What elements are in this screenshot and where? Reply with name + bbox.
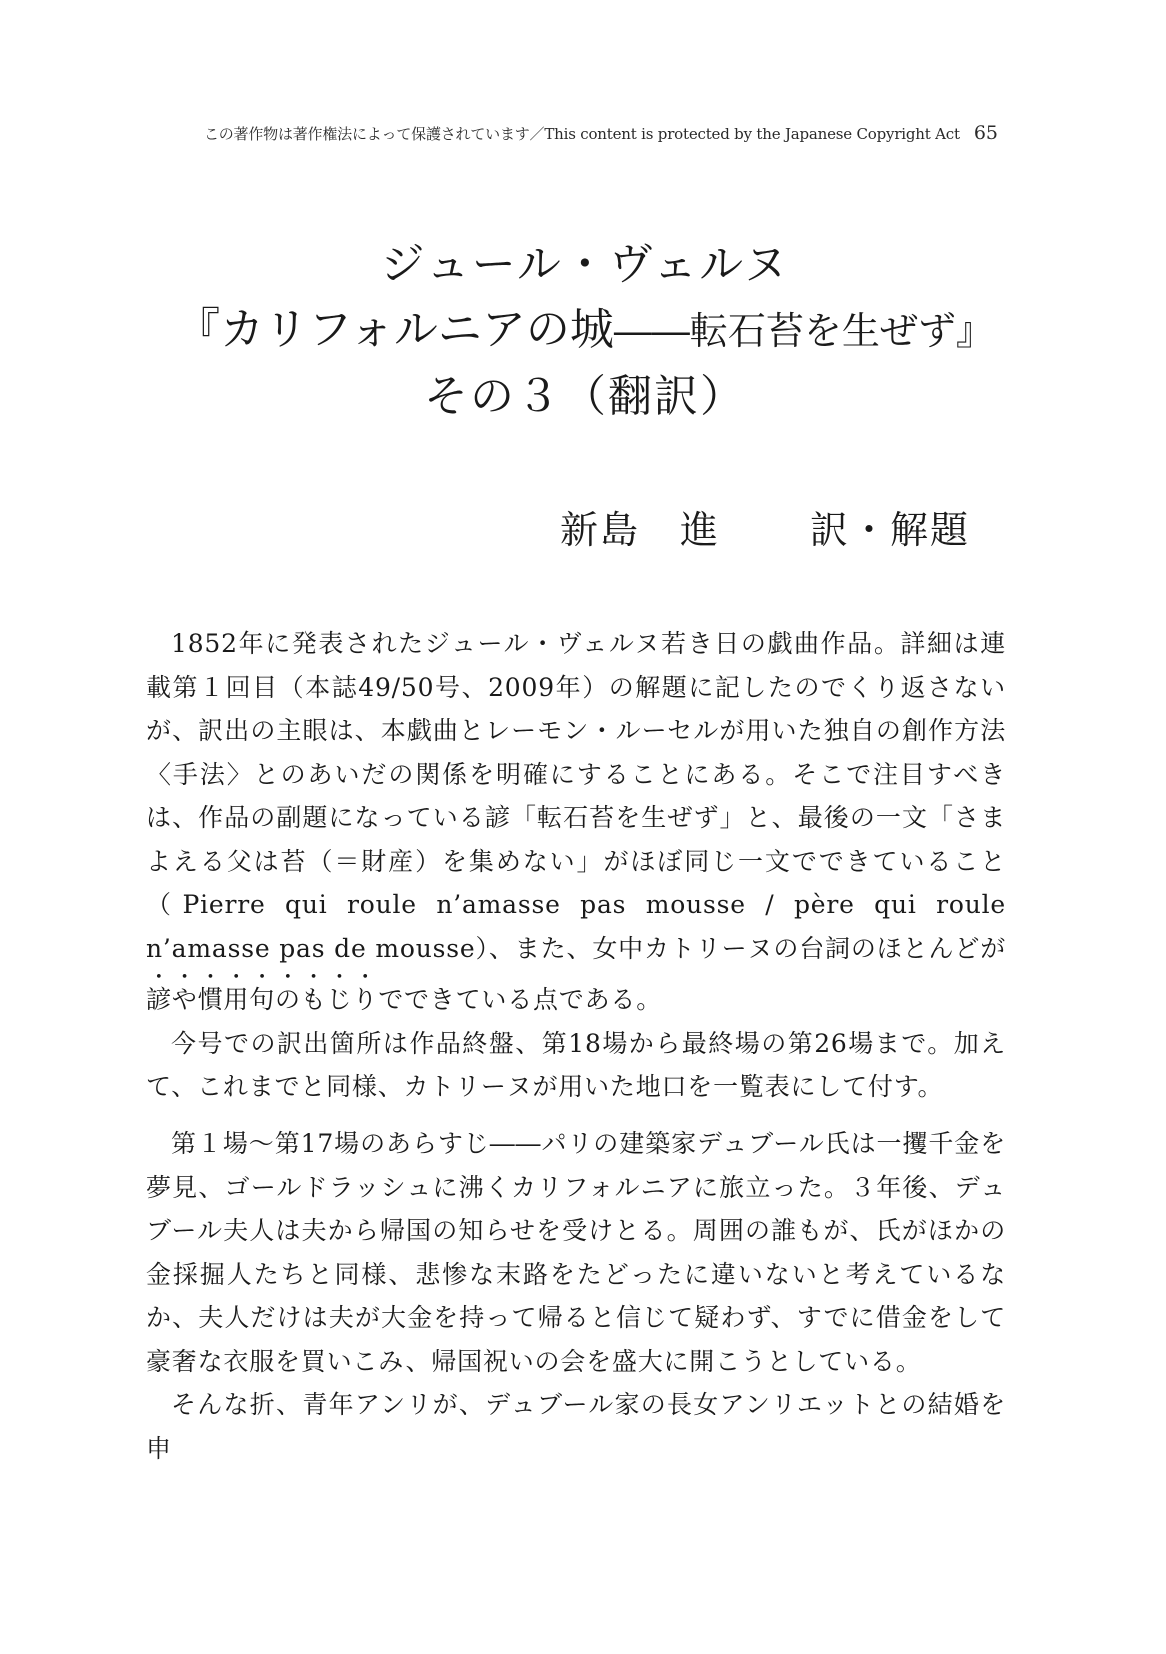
translator-name: 新島 進 — [560, 508, 721, 552]
translator-role: 訳・解題 — [810, 508, 971, 552]
emphasized-phrase: 諺や慣用句のもじり — [146, 985, 379, 1014]
title-line-work — [140, 297, 1030, 364]
title-work-subtitle: ――転石苔を生ぜず』 — [613, 309, 994, 353]
running-header — [150, 123, 998, 144]
copyright-notice: この著作物は著作権法によって保護されています／This content is protected by the Japanese Copyright Act — [203, 125, 960, 143]
intro-paragraph-1-ending: でできている点である。 — [378, 985, 663, 1014]
intro-paragraph-2: 今号での訳出箇所は作品終盤、第18場から最終場の第26場まで。加えて、これまでと同様、カトリーヌが用いた地口を一覧表にして付す。 — [146, 1028, 1006, 1101]
page-number: 65 — [973, 122, 998, 144]
synopsis-section — [146, 1122, 1006, 1470]
title-work-main: 『カリフォルニアの城 — [176, 304, 614, 355]
introduction-section — [146, 622, 1006, 1109]
intro-paragraph-1-text: 1852年に発表されたジュール・ヴェルヌ若き日の戯曲作品。詳細は連載第１回目（本誌49/50号、2009年）の解題に記したのでくり返さないが、訳出の主眼は、本戯曲とレーモン・ルーセルが用いた独自の創作方法〈手法〉とのあいだの関係を明確にすることにある。そこで注目すべきは、作品の副題になっている諺「転石苔を生ぜず」と、最後の一文「さまよえる父は苔（＝財産）を集めない」がほぼ同じ一文でできていること（Pierre qui roule n’amasse pas mousse / père qui roule n’amasse pas de mousse）、また、女中カトリーヌの台詞のほとんどが — [146, 629, 1006, 963]
title-line-part: その３（翻訳） — [424, 371, 746, 422]
byline — [560, 505, 1000, 555]
synopsis-paragraph-2: そんな折、青年アンリが、デュブール家の長女アンリエットとの結婚を申 — [146, 1390, 1006, 1463]
title-line-author: ジュール・ヴェルヌ — [380, 239, 790, 290]
intro-paragraph-1 — [146, 622, 1006, 1022]
article-title — [140, 232, 1030, 429]
synopsis-paragraph-1: 第１場〜第17場のあらすじ――パリの建築家デュブール氏は一攫千金を夢見、ゴールドラッシュに沸くカリフォルニアに旅立った。３年後、デュブール夫人は夫から帰国の知らせを受けとる。周囲の誰もが、氏がほかの金採掘人たちと同様、悲惨な末路をたどったに違いないと考えているなか、夫人だけは夫が大金を持って帰ると信じて疑わず、すでに借金をして豪奢な衣服を買いこみ、帰国祝いの会を盛大に開こうとしている。 — [146, 1129, 1006, 1376]
